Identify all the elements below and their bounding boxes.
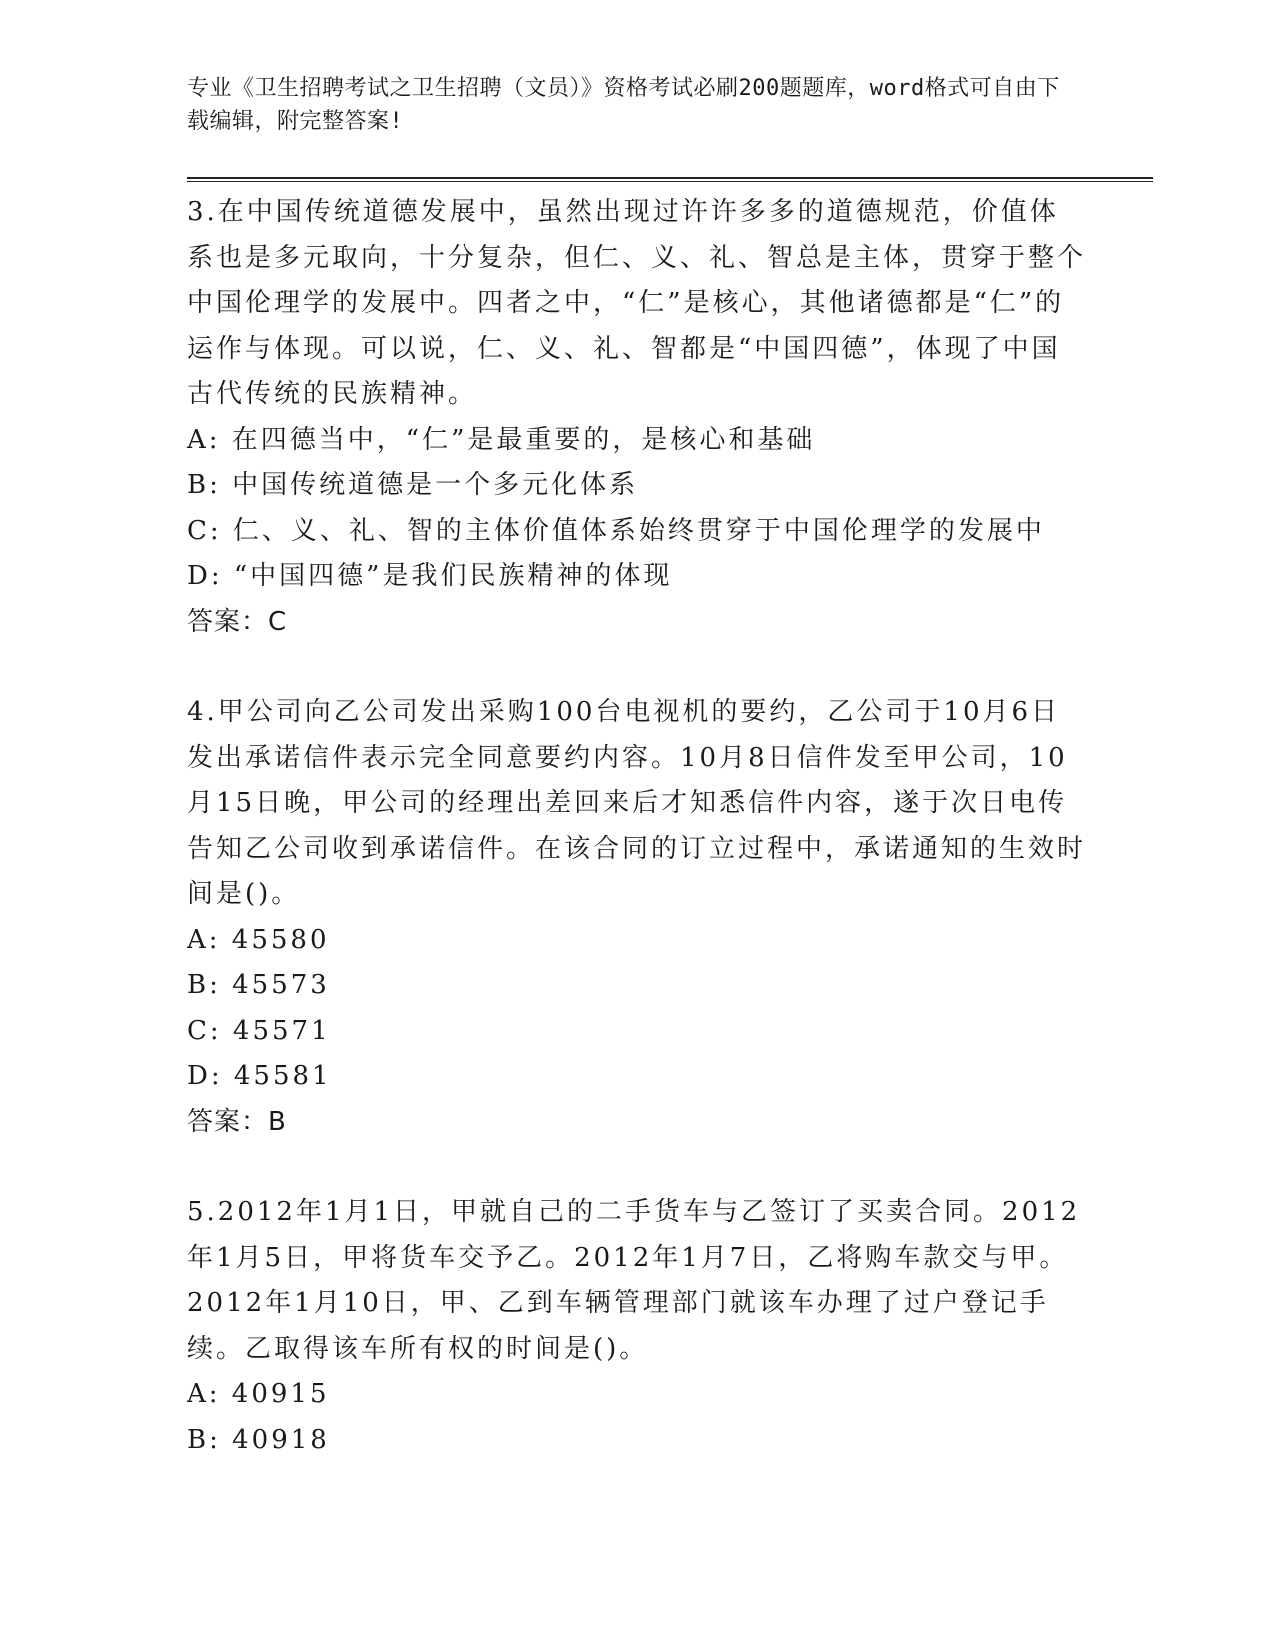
option-a: A: 40915: [187, 1379, 330, 1409]
question-list: [187, 190, 1087, 1508]
question-stem: 4.甲公司向乙公司发出采购100台电视机的要约，乙公司于10月6日发出承诺信件表示完全同意要约内容。10月8日信件发至甲公司，10月15日晚，甲公司的经理出差回来后才知悉信件内容，遂于次日电传告知乙公司收到承诺信件。在该合同的订立过程中，承诺通知的生效时间是()。: [187, 697, 1087, 909]
header-title: 专业《卫生招聘考试之卫生招聘（文员）》资格考试必刷200题题库，word格式可自由下载编辑，附完整答案!: [187, 76, 1060, 134]
answer-label: 答案：B: [187, 1106, 287, 1137]
answer-label: 答案：C: [187, 606, 288, 637]
question-stem: 3.在中国传统道德发展中，虽然出现过许许多多的道德规范，价值体系也是多元取向，十分复杂，但仁、义、礼、智总是主体，贯穿于整个中国伦理学的发展中。四者之中，“仁”是核心，其他诸德都是“仁”的运作与体现。可以说，仁、义、礼、智都是“中国四德”，体现了中国古代传统的民族精神。: [187, 197, 1087, 409]
option-c: C: 45571: [187, 1015, 331, 1046]
question-4: [187, 690, 1087, 1145]
option-a: A: 在四德当中，“仁”是最重要的，是核心和基础: [187, 424, 816, 455]
header-divider-thick: [187, 177, 1153, 179]
document-header: [187, 72, 1067, 138]
option-b: B: 45573: [187, 970, 330, 1000]
option-a: A: 45580: [187, 924, 330, 955]
option-b: B: 中国传统道德是一个多元化体系: [187, 470, 639, 500]
header-divider-thin: [187, 181, 1153, 182]
option-b: B: 40918: [187, 1424, 330, 1455]
option-d: D: “中国四德”是我们民族精神的体现: [187, 561, 673, 591]
question-stem: 5.2012年1月1日，甲就自己的二手货车与乙签订了买卖合同。2012年1月5日，甲将货车交予乙。2012年1月7日，乙将购车款交与甲。2012年1月10日，甲、乙到车辆管理部门就该车办理了过户登记手续。乙取得该车所有权的时间是()。: [187, 1197, 1081, 1364]
question-5: [187, 1190, 1087, 1463]
question-3: [187, 190, 1087, 645]
option-c: C: 仁、义、礼、智的主体价值体系始终贯穿于中国伦理学的发展中: [187, 515, 1045, 546]
option-d: D: 45581: [187, 1061, 332, 1091]
